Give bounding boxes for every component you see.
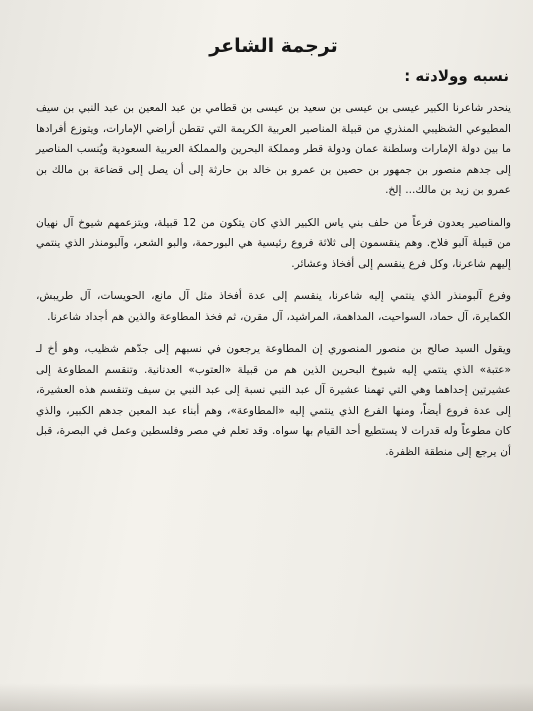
paragraph-albumundhir: وفرع آلبومنذر الذي ينتمي إليه شاعرنا، ينقسم إلى عدة أفخاذ مثل آل مانع، الحويسات، آل طريبش، الكمايرة، آل حماد، السواحيت، المداهمة، المراشيد، آل مقرن، ثم فخذ المطاوعة والذين هم أجداد شاعرنا.: [36, 290, 511, 323]
paragraph-bani-yas: والمناصير يعدون فرعاً من حلف بني ياس الكبير الذي كان يتكون من 12 قبيلة، ويتزعمهم شيوخ آل نهيان من قبيلة آلبو فلاح. وهم ينقسمون إلى ثلاثة فروع رئيسية هي البورحمة، والبو الشعر، وآلبومنذر الذي ينتمي إليهم شاعرنا، وكل فرع ينقسم إلى أفخاذ وعشائر.: [36, 216, 512, 270]
paragraph-mutawa: ويقول السيد صالح بن منصور المنصوري إن المطاوعة يرجعون في نسبهم إلى جدّهم شظيب، وهو أخ لـ «عتبة» الذي ينتمي إليه شيوخ البحرين الذين هم من قبيلة «العتوب» العدنانية. وتنقسم المطاوعة إلى عشيرتين إحداهما وهي التي تهمنا عشيرة آل عبد النبي نسبة إلى عبد النبي بن سيف وتنقسم هذه العشيرة، إلى عدة فروع أيضاً، ومنها الفرع الذي ينتمي إليه «المطاوعة»، وهم أبناء عبد المعين جدهم الكبير، والذي كان مطوعاً وله قدرات لا يستطيع أحد القيام بها سواه. وقد تعلم في مصر وفلسطين وعمل في البصرة، قبل أن يرجع إلى منطقة الظفرة.: [36, 343, 511, 458]
section-heading: نسبه وولادته :: [404, 67, 509, 85]
paragraph-lineage: ينحدر شاعرنا الكبير عيسى بن عيسى بن سعيد بن عيسى بن قطامي بن عبد المعين بن عبد النبي بن سيف المطيوعي الشظيبي المنذري من قبيلة المناصير العربية الكريمة التي تقطن أراضي الإمارات، ويتوزع أفرادها ما بين دولة الإمارات وسلطنة عمان ودولة قطر ومملكة البحرين والمملكة العربية السعودية ويُنسب المناصير إلى جدهم منصور بن جمهور بن حصين بن عمرو بن خالد بن حارثة إلى أن يصل إلى قضاعة بن مالك بن عمرو بن زيد بن مالك... إلخ.: [36, 102, 511, 196]
page-title: ترجمة الشاعر: [209, 35, 338, 57]
